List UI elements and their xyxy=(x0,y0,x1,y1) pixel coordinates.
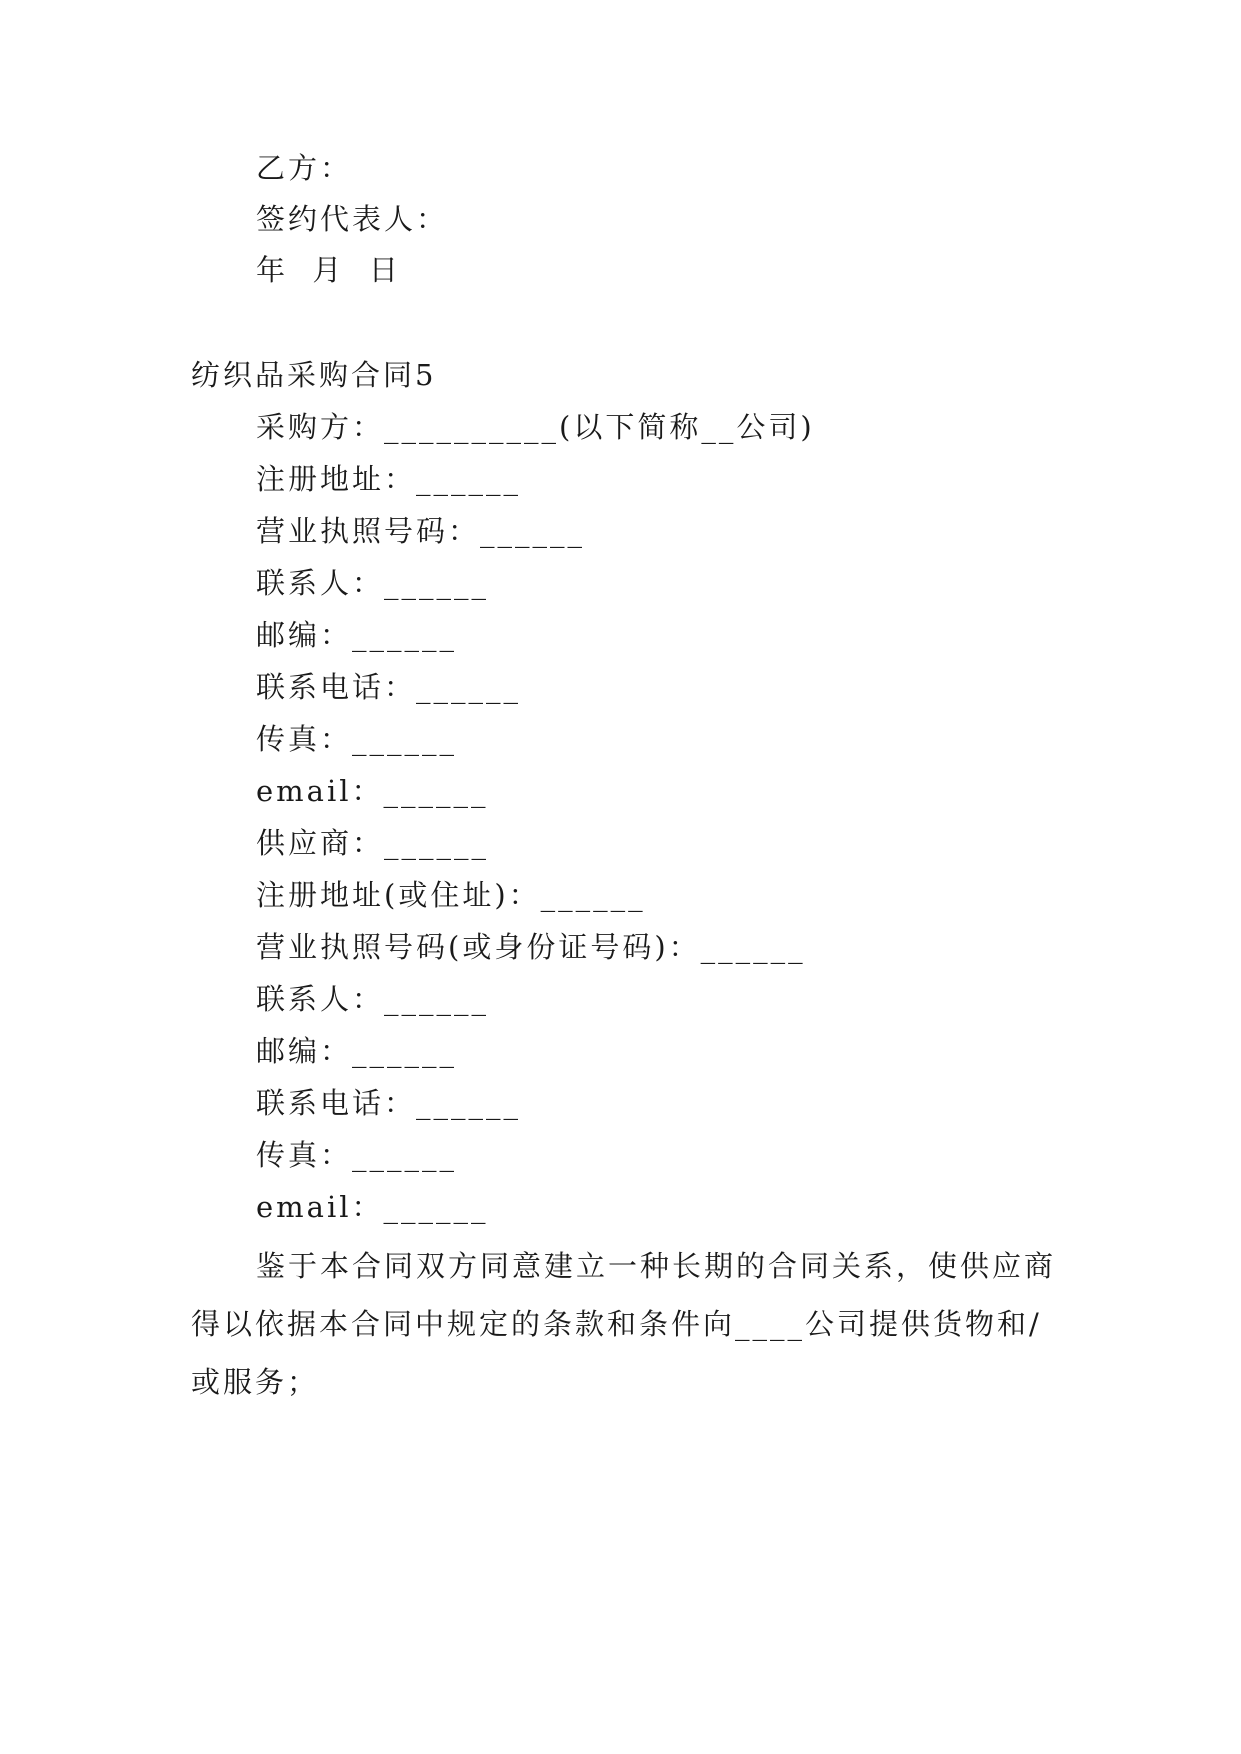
purchaser-email: email：______ xyxy=(256,774,489,808)
purchaser-phone: 联系电话：______ xyxy=(256,670,522,704)
supplier-contact: 联系人：______ xyxy=(256,982,490,1016)
signatory-label: 签约代表人： xyxy=(256,202,449,236)
purchaser-postcode: 邮编：______ xyxy=(256,618,458,652)
supplier-license: 营业执照号码(或身份证号码)：______ xyxy=(256,930,806,964)
supplier-name: 供应商：______ xyxy=(256,826,490,860)
purchaser-address: 注册地址：______ xyxy=(256,462,522,496)
supplier-phone: 联系电话：______ xyxy=(256,1086,522,1120)
supplier-address: 注册地址(或住址)：______ xyxy=(256,878,646,912)
purchaser-license: 营业执照号码：______ xyxy=(256,514,586,548)
party-b-label: 乙方： xyxy=(256,151,353,185)
supplier-fax: 传真：______ xyxy=(256,1138,458,1172)
purchaser-name: 采购方：__________(以下简称__公司) xyxy=(256,410,815,444)
contract-title: 纺织品采购合同5 xyxy=(191,358,437,392)
purchaser-contact: 联系人：______ xyxy=(256,566,490,600)
purchaser-fax: 传真：______ xyxy=(256,722,458,756)
supplier-postcode: 邮编：______ xyxy=(256,1034,458,1068)
recital-paragraph: 鉴于本合同双方同意建立一种长期的合同关系，使供应商得以依据本合同中规定的条款和条件向____公司提供货物和/或服务； xyxy=(191,1249,1057,1399)
supplier-email: email：______ xyxy=(256,1190,489,1224)
date-line: 年 月 日 xyxy=(256,253,401,287)
